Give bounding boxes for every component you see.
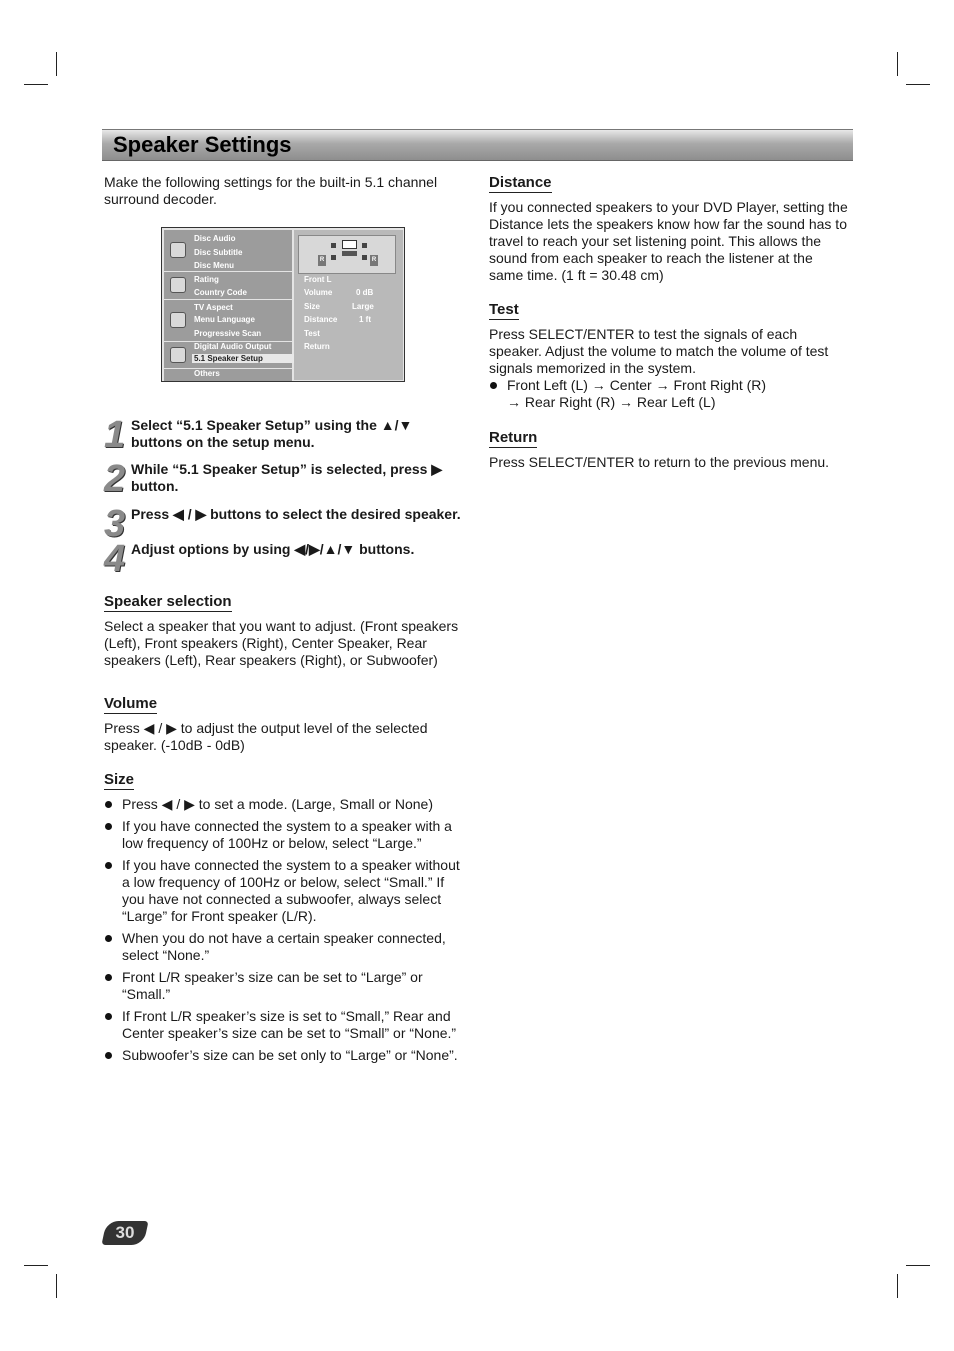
- step-text: While “5.1 Speaker Setup” is selected, press ▶ button.: [131, 461, 443, 494]
- volume-section: [104, 695, 466, 754]
- step-number: 1: [104, 414, 126, 456]
- crop-mark: [897, 1274, 898, 1298]
- menu-item: Others: [194, 369, 220, 378]
- intro-text-block: [104, 174, 466, 208]
- bullet-icon: [105, 1052, 112, 1059]
- crop-mark: [906, 1265, 930, 1266]
- option-label: Test: [304, 329, 320, 338]
- setup-menu-screenshot: [161, 227, 405, 382]
- section-heading: Test: [489, 301, 519, 318]
- menu-item: TV Aspect: [194, 303, 233, 312]
- step-4: [104, 540, 466, 580]
- section-heading: Distance: [489, 174, 552, 191]
- bullet-text: When you do not have a certain speaker connected, select “None.”: [122, 930, 446, 963]
- option-label: Return: [304, 342, 330, 351]
- step-text: Select “5.1 Speaker Setup” using the ▲/▼ buttons on the setup menu.: [131, 417, 413, 450]
- bullet-text: → Rear Right (R) → Rear Left (L): [507, 394, 716, 410]
- test-bullet-list: [489, 377, 849, 411]
- step-number: 4: [104, 538, 126, 580]
- crop-mark: [897, 52, 898, 76]
- page-number-badge: [101, 1221, 148, 1245]
- bullet-text: If Front L/R speaker’s size is set to “Small,” Rear and Center speaker’s size can be set to “Small” or “None.”: [122, 1008, 457, 1041]
- step-number: 2: [104, 458, 126, 500]
- speaker-front-right-icon: [362, 243, 367, 248]
- speaker-selection-section: [104, 593, 466, 669]
- list-item: [104, 796, 466, 813]
- menu-item: Menu Language: [194, 315, 255, 324]
- speaker-rear-right-icon: [362, 255, 367, 260]
- speaker-label: R: [370, 255, 378, 266]
- menu-item: Digital Audio Output: [194, 342, 272, 351]
- tv-icon: [170, 312, 186, 328]
- bullet-text: Front Left (L) → Center → Front Right (R): [507, 377, 767, 393]
- bullet-text: If you have connected the system to a speaker with a low frequency of 100Hz or below, select “Large.”: [122, 818, 452, 851]
- list-item: [489, 377, 849, 411]
- menu-item: Disc Subtitle: [194, 248, 243, 257]
- list-item: [104, 930, 466, 964]
- bullet-icon: [105, 974, 112, 981]
- tv-screen-icon: [342, 240, 357, 249]
- crop-mark: [56, 52, 57, 76]
- step-text: Adjust options by using ◀/▶/▲/▼ buttons.: [131, 541, 415, 557]
- intro-text: Make the following settings for the built-in 5.1 channel surround decoder.: [104, 174, 438, 207]
- crop-mark: [56, 1274, 57, 1298]
- step-text: Press ◀ / ▶ buttons to select the desired speaker.: [131, 506, 461, 522]
- distance-section: [489, 174, 849, 284]
- size-bullet-list: [104, 796, 466, 1064]
- step-1: [104, 416, 466, 456]
- list-item: [104, 1008, 466, 1042]
- crop-mark: [24, 1265, 48, 1266]
- list-item: [104, 818, 466, 852]
- bullet-icon: [490, 382, 497, 389]
- bullet-text: Subwoofer’s size can be set only to “Large” or “None”.: [122, 1047, 458, 1063]
- list-item: [104, 857, 466, 925]
- step-3: [104, 505, 466, 545]
- page-title: Speaker Settings: [113, 132, 292, 157]
- speaker-icon: [170, 347, 186, 363]
- option-label: Distance: [304, 315, 338, 324]
- option-value: Large: [352, 302, 374, 311]
- title-bar: [102, 129, 853, 161]
- page-number: 30: [115, 1223, 135, 1242]
- section-body: Press SELECT/ENTER to test the signals of each speaker. Adjust the volume to match the volume of test signals memorized in the system.: [489, 326, 829, 376]
- speaker-rear-left-icon: [331, 255, 336, 260]
- lock-icon: [170, 277, 186, 293]
- menu-item-selected: 5.1 Speaker Setup: [192, 354, 294, 363]
- list-item: [104, 1047, 466, 1064]
- speaker-front-left-icon: [331, 243, 336, 248]
- bullet-text: Front L/R speaker’s size can be set to “Large” or “Small.”: [122, 969, 423, 1002]
- option-value: 1 ft: [359, 315, 371, 324]
- disc-icon: [170, 242, 186, 258]
- center-speaker-icon: [342, 251, 357, 256]
- menu-item: Disc Audio: [194, 234, 236, 243]
- bullet-icon: [105, 801, 112, 808]
- bullet-text: Press ◀ / ▶ to set a mode. (Large, Small or None): [122, 796, 433, 812]
- section-heading: Volume: [104, 695, 158, 712]
- return-section: [489, 429, 849, 471]
- menu-right-panel: [294, 230, 403, 380]
- speaker-layout-diagram: [298, 235, 396, 274]
- bullet-icon: [105, 935, 112, 942]
- bullet-text: If you have connected the system to a speaker without a low frequency of 100Hz or below, select “Small.” If you have not connected a subwoofer, always select “Large” for Front speaker (L/R).: [122, 857, 460, 924]
- menu-item: Progressive Scan: [194, 329, 262, 338]
- section-body: If you connected speakers to your DVD Player, setting the Distance lets the speakers know how far the sound has to travel to reach your set listening point. This allows the sound from each speaker to reach the listener at the same time. (1 ft = 30.48 cm): [489, 199, 848, 283]
- section-heading: Size: [104, 771, 135, 788]
- bullet-icon: [105, 1013, 112, 1020]
- menu-item: Disc Menu: [194, 261, 235, 270]
- menu-item: Rating: [194, 275, 219, 284]
- option-label: Front L: [304, 275, 332, 284]
- menu-left-panel: [164, 230, 292, 380]
- option-value: 0 dB: [356, 288, 374, 297]
- speaker-label: R: [318, 255, 326, 266]
- menu-item: Country Code: [194, 288, 247, 297]
- test-section: [489, 301, 849, 416]
- crop-mark: [24, 84, 48, 85]
- section-body: Select a speaker that you want to adjust. (Front speakers (Left), Front speakers (Right), Center Speaker, Rear speakers (Left), Rear speakers (Right), or Subwoofer): [104, 618, 459, 668]
- crop-mark: [906, 84, 930, 85]
- step-number: 3: [104, 503, 126, 545]
- section-body: Press ◀ / ▶ to adjust the output level of the selected speaker. (-10dB - 0dB): [104, 720, 428, 753]
- size-section: [104, 771, 466, 1069]
- option-label: Size: [304, 302, 321, 311]
- section-heading: Speaker selection: [104, 593, 232, 610]
- list-item: [104, 969, 466, 1003]
- bullet-icon: [105, 823, 112, 830]
- step-2: [104, 460, 466, 500]
- bullet-icon: [105, 862, 112, 869]
- section-body: Press SELECT/ENTER to return to the previous menu.: [489, 454, 830, 470]
- menu-group-others: [164, 369, 292, 381]
- option-label: Volume: [304, 288, 333, 297]
- section-heading: Return: [489, 429, 538, 446]
